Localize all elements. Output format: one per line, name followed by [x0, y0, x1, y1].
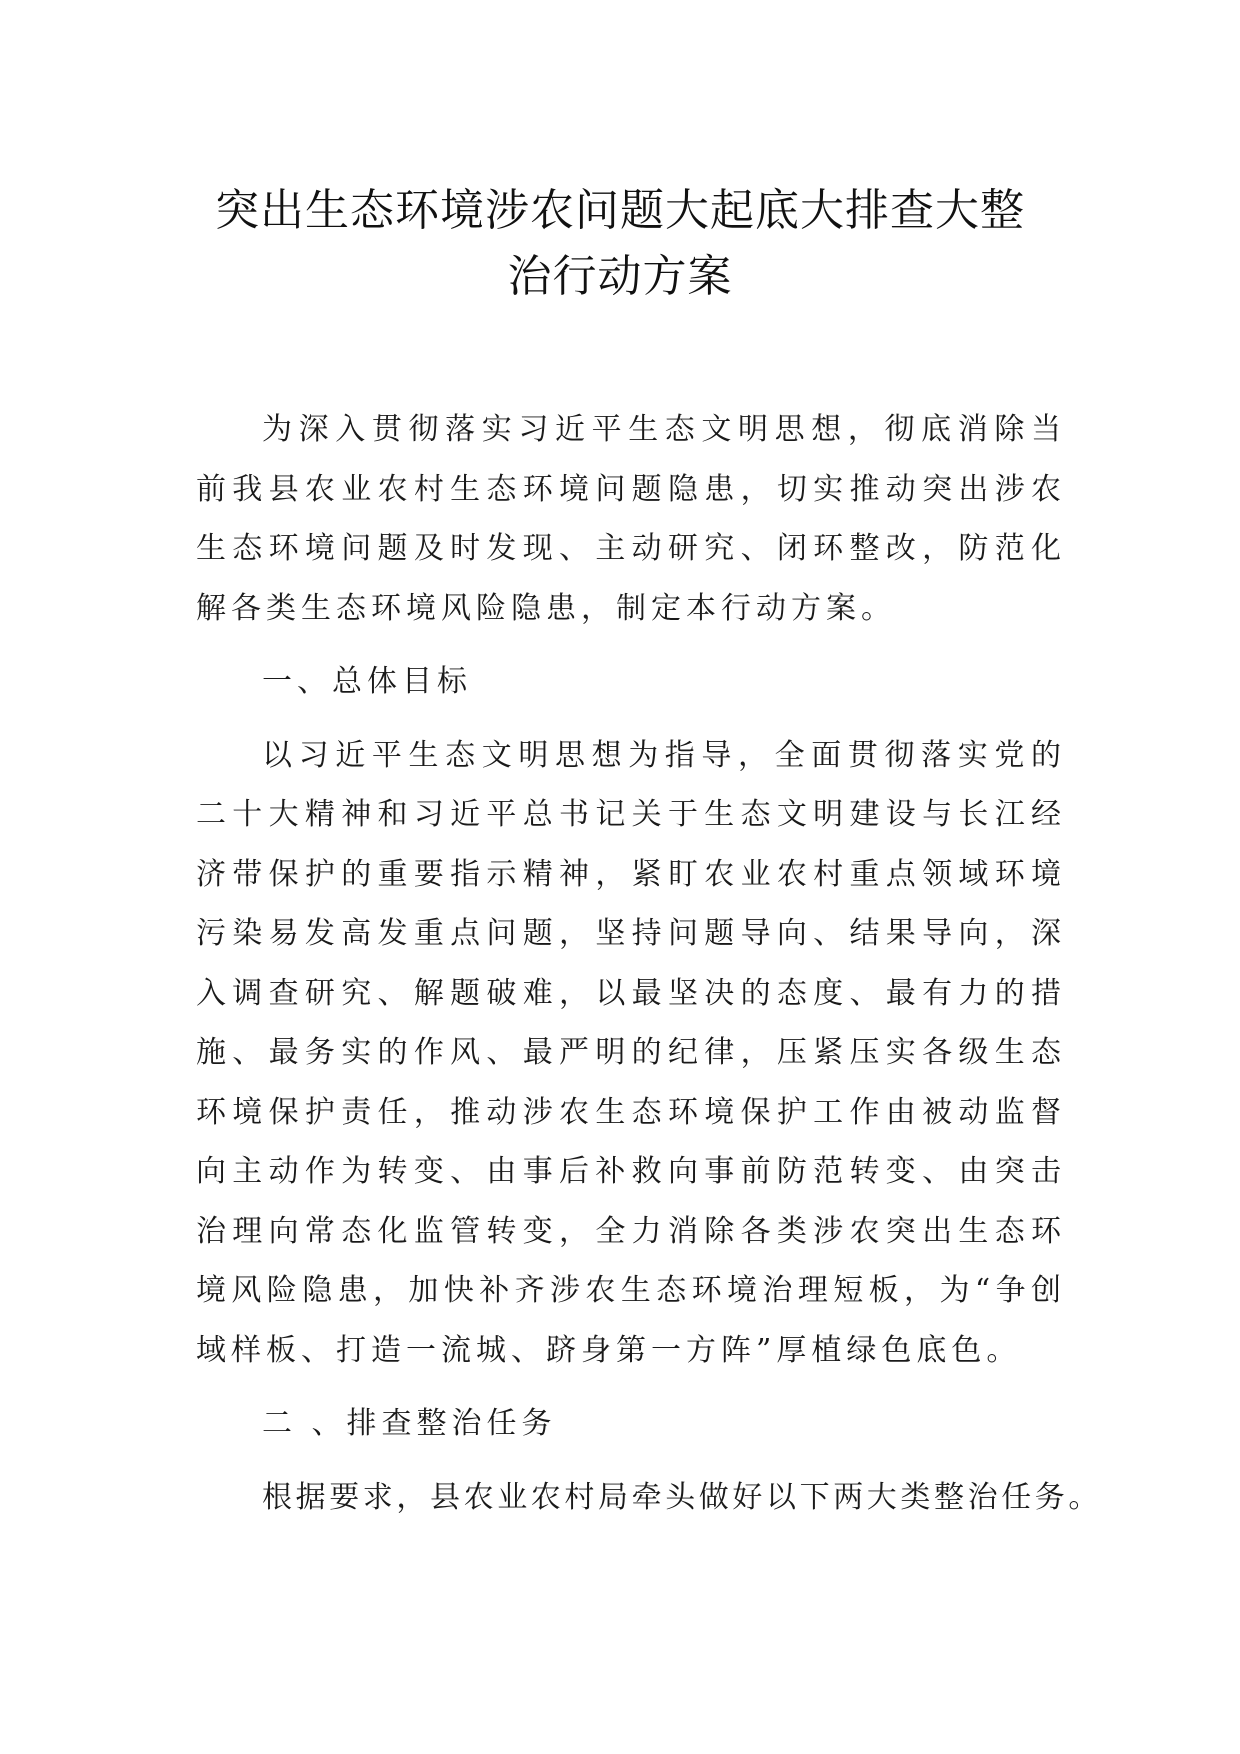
intro-paragraph: 为深入贯彻落实习近平生态文明思想，彻底消除当前我县农业农村生态环境问题隐患，切实推动突出涉农生态环境问题及时发现、主动研究、闭环整改，防范化解各类生态环境风险隐患，制定本行动方案。: [196, 412, 1066, 626]
tasks-paragraph: 根据要求，县农业农村局牵头做好以下两大类整治任务。: [262, 1479, 1102, 1515]
document-body: [196, 400, 1102, 1541]
document-title-line-1: 突出生态环境涉农问题大起底大排查大整: [215, 185, 1025, 236]
document-title: [150, 178, 1090, 310]
overall-goal-paragraph: 以习近平生态文明思想为指导，全面贯彻落实党的二十大精神和习近平总书记关于生态文明建设与长江经济带保护的重要指示精神，紧盯农业农村重点领域环境污染易发高发重点问题，坚持问题导向、结果导向，深入调查研究、解题破难，以最坚决的态度、最有力的措施、最务实的作风、最严明的纪律，压紧压实各级生态环境保护责任，推动涉农生态环境保护工作由被动监督向主动作为转变、由事后补救向事前防范转变、由突击治理向常态化监管转变，全力消除各类涉农突出生态环境风险隐患，加快补齐涉农生态环境治理短板，为“争创域样板、打造一流城、跻身第一方阵”厚植绿色底色。: [196, 737, 1066, 1368]
section-heading-tasks: 二 、排查整治任务: [262, 1406, 557, 1441]
document-title-line-2: 治行动方案: [507, 251, 733, 302]
section-heading-overall-goal: 一、总体目标: [262, 664, 472, 699]
